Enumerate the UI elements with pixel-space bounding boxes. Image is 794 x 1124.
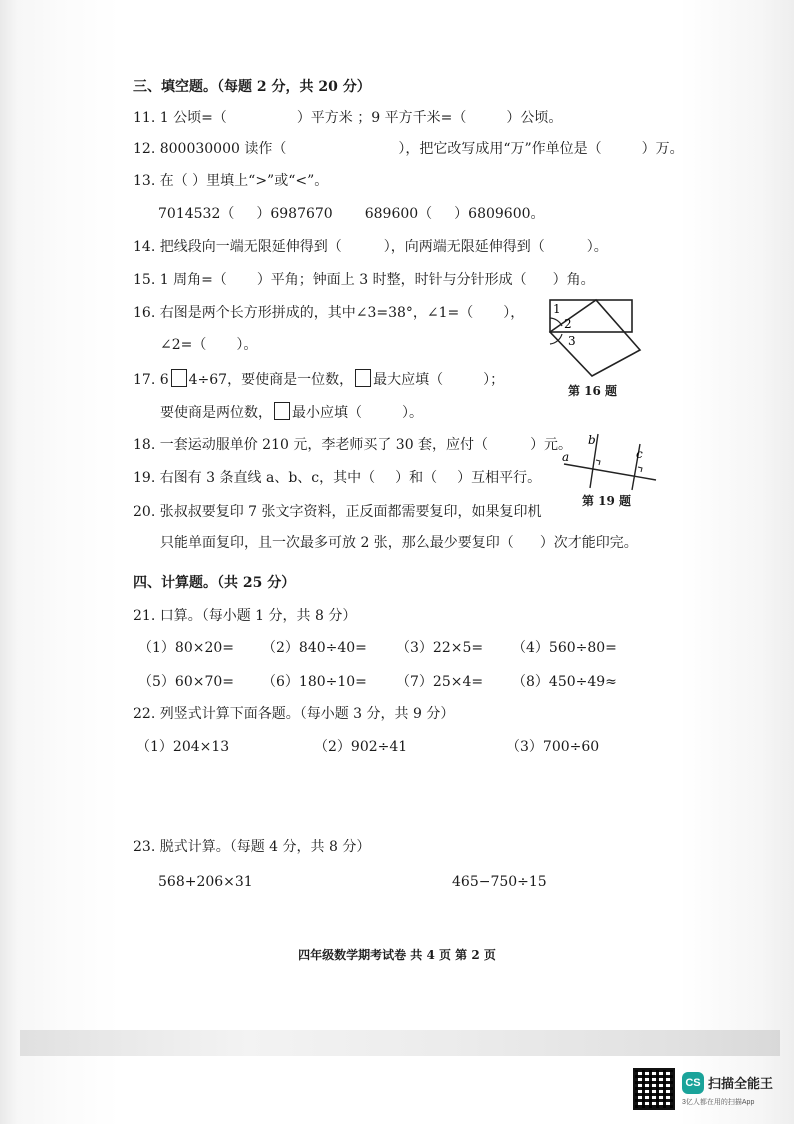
figure-19-caption: 第 19 题 bbox=[582, 494, 632, 508]
question-16: 16. 右图是两个长方形拼成的，其中∠3=38°，∠1=（ ）， bbox=[133, 305, 525, 321]
line-a-label: a bbox=[562, 450, 570, 464]
question-16-line2: ∠2=（ ）。 bbox=[160, 337, 258, 353]
qr-code-icon bbox=[633, 1068, 675, 1110]
oral-calc-item: （1）80×20= bbox=[138, 640, 234, 656]
question-19: 19. 右图有 3 条直线 a、b、c，其中（ ）和（ ）互相平行。 bbox=[133, 470, 542, 486]
oral-calc-item: （8）450÷49≈ bbox=[512, 674, 617, 690]
oral-calc-item: （3）22×5= bbox=[396, 640, 484, 656]
digit-box[interactable] bbox=[274, 402, 290, 420]
question-12: 12. 800030000 读作（ ），把它改写成用“万”作单位是（ ）万。 bbox=[133, 141, 684, 157]
question-number: 12. bbox=[133, 141, 156, 157]
section-3-heading: 三、填空题。（每题 2 分，共 20 分） bbox=[133, 79, 371, 95]
question-number: 19. bbox=[133, 470, 156, 486]
question-22-heading: 22. 列竖式计算下面各题。（每小题 3 分，共 9 分） bbox=[133, 706, 455, 722]
question-17-line2: 要使商是两位数， 最小应填（ ）。 bbox=[160, 402, 423, 422]
figure-19-lines bbox=[560, 430, 660, 492]
vertical-calc-item: （2）902÷41 bbox=[314, 739, 408, 755]
question-number: 20. bbox=[133, 504, 156, 520]
question-number: 16. bbox=[133, 305, 156, 321]
question-13: 13. 在（ ）里填上“>”或“<”。 bbox=[133, 173, 329, 189]
angle-2-label: 2 bbox=[564, 317, 572, 331]
figure-16-caption: 第 16 题 bbox=[568, 384, 618, 398]
step-calc-item: 568+206×31 bbox=[158, 874, 253, 890]
question-number: 11. bbox=[133, 110, 156, 126]
question-15: 15. 1 周角=（ ）平角；钟面上 3 时整，时针与分针形成（ ）角。 bbox=[133, 272, 595, 288]
digit-box[interactable] bbox=[171, 369, 187, 387]
question-13-comparisons: 7014532（ ）6987670 689600（ ）6809600。 bbox=[158, 206, 545, 222]
question-number: 17. bbox=[133, 372, 156, 388]
angle-3-label: 3 bbox=[568, 334, 576, 348]
question-11: 11. 1 公顷=（ ）平方米 ；9 平方千米=（ ）公顷。 bbox=[133, 110, 563, 126]
oral-calc-item: （2）840÷40= bbox=[262, 640, 367, 656]
angle-1-label: 1 bbox=[553, 302, 561, 316]
scanner-brand-name: 扫描全能王 bbox=[708, 1076, 774, 1091]
camscanner-logo-icon: CS bbox=[682, 1072, 704, 1094]
figure-16-rectangles bbox=[544, 296, 644, 382]
line-b-label: b bbox=[588, 433, 596, 447]
question-23-heading: 23. 脱式计算。（每题 4 分，共 8 分） bbox=[133, 839, 371, 855]
question-21-heading: 21. 口算。（每小题 1 分，共 8 分） bbox=[133, 608, 357, 624]
question-18: 18. 一套运动服单价 210 元，李老师买了 30 套，应付（ ）元。 bbox=[133, 437, 573, 453]
question-number: 14. bbox=[133, 239, 156, 255]
oral-calc-item: （5）60×70= bbox=[138, 674, 234, 690]
oral-calc-item: （6）180÷10= bbox=[262, 674, 367, 690]
question-20-line2: 只能单面复印，且一次最多可放 2 张，那么最少要复印（ ）次才能印完。 bbox=[160, 535, 638, 551]
question-number: 13. bbox=[133, 173, 156, 189]
question-14: 14. 把线段向一端无限延伸得到（ ），向两端无限延伸得到（ ）。 bbox=[133, 239, 608, 255]
vertical-calc-item: （1）204×13 bbox=[136, 739, 230, 755]
oral-calc-item: （4）560÷80= bbox=[512, 640, 617, 656]
step-calc-item: 465−750÷15 bbox=[452, 874, 547, 890]
question-number: 15. bbox=[133, 272, 156, 288]
section-4-heading: 四、计算题。（共 25 分） bbox=[133, 575, 296, 591]
digit-box[interactable] bbox=[355, 369, 371, 387]
question-17: 17. 6 4÷67，要使商是一位数， 最大应填（ ）； bbox=[133, 369, 504, 389]
question-number: 18. bbox=[133, 437, 156, 453]
line-c-label: c bbox=[636, 447, 643, 461]
scan-artifact bbox=[20, 1030, 780, 1056]
oral-calc-item: （7）25×4= bbox=[396, 674, 484, 690]
vertical-calc-item: （3）700÷60 bbox=[506, 739, 600, 755]
question-20: 20. 张叔叔要复印 7 张文字资料，正反面都需要复印，如果复印机 bbox=[133, 504, 542, 520]
scanner-tagline: 3亿人都在用的扫描App bbox=[682, 1099, 755, 1106]
page-footer: 四年级数学期考试卷 共 4 页 第 2 页 bbox=[298, 948, 496, 962]
